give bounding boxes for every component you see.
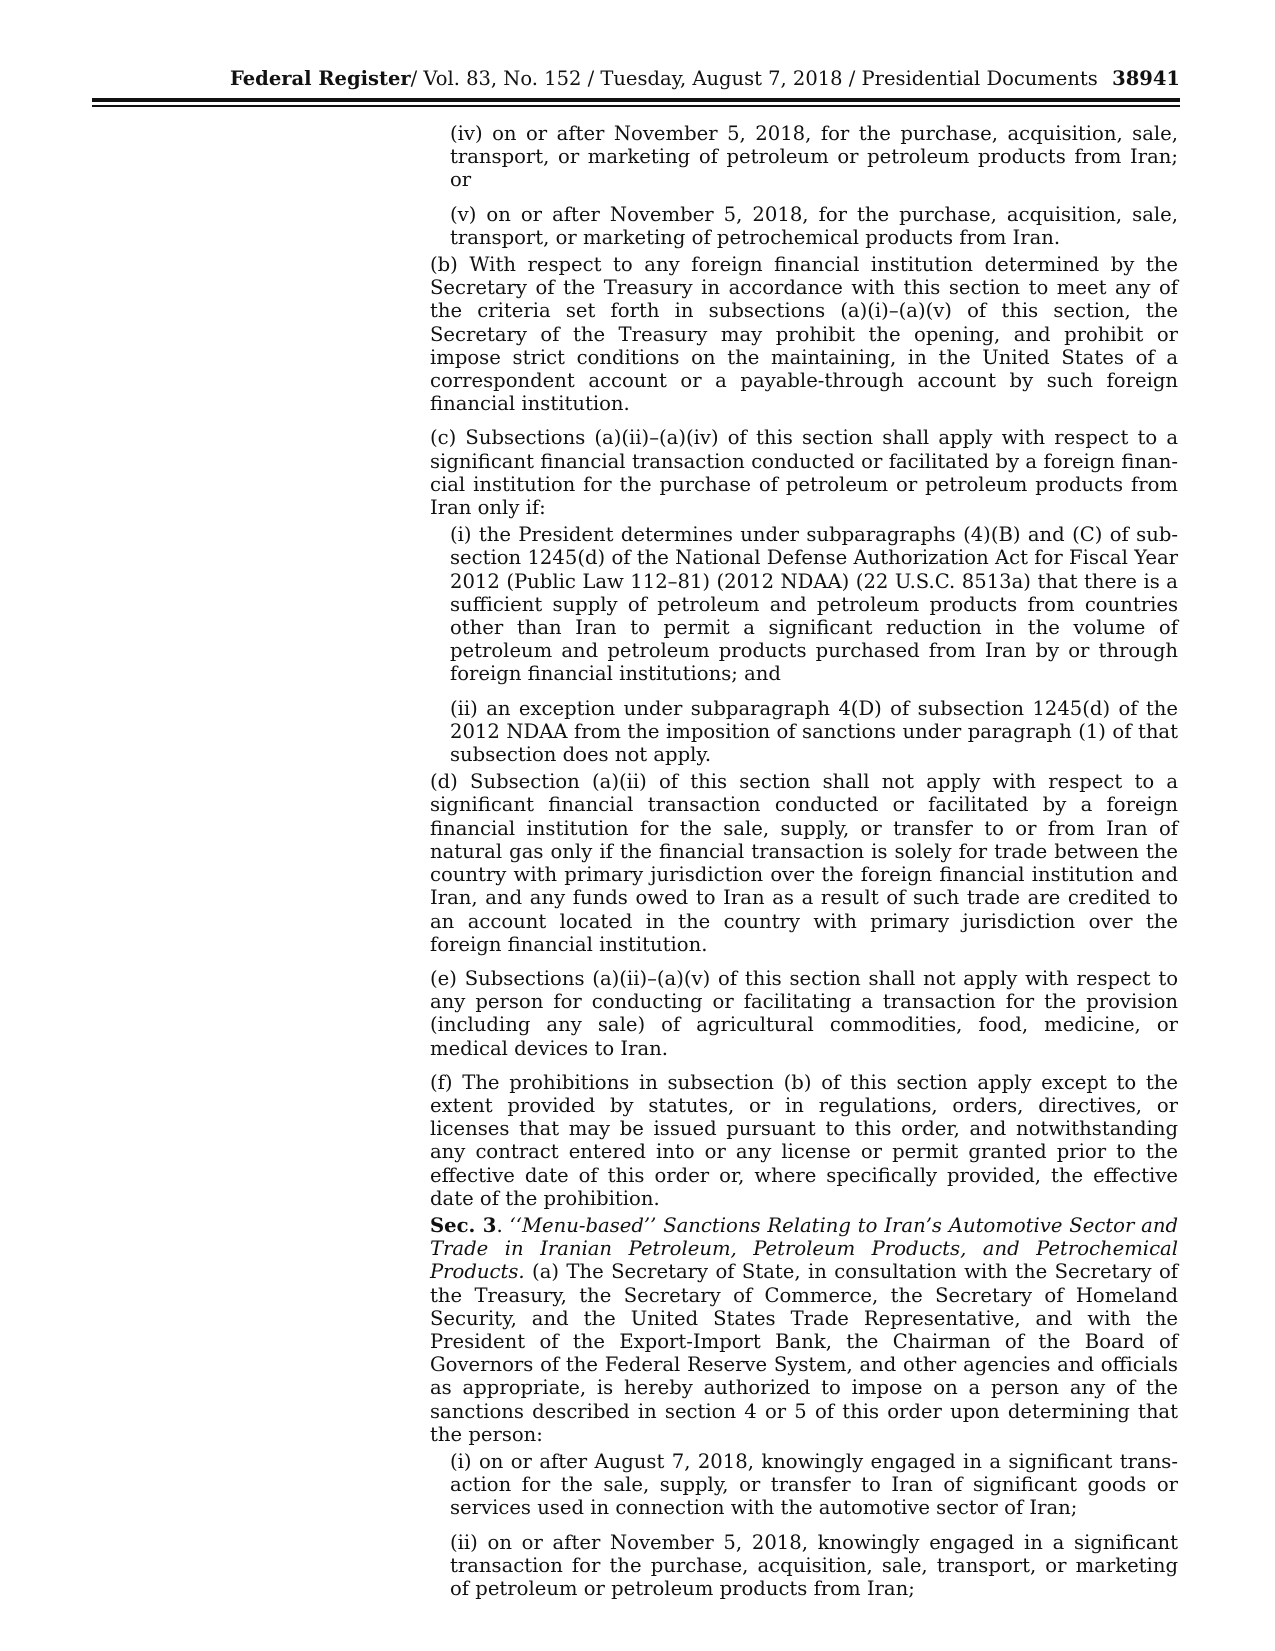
section-3-title: ‘‘Menu-based’’ Sanctions Relating to Iran’s Automotive Sector and Trade in Iranian Petroleum, Petroleum Products, and Petrochemical Products. bbox=[430, 1213, 1178, 1284]
paragraph-c-i: (i) the President determines under subparagraphs (4)(B) and (C) of subsection 1245(d) of the National Defense Authorization Act for Fiscal Year 2012 (Public Law 112–81) (2012 NDAA) (22 U.S.C. 8513a) that there is a sufficient supply of petroleum and petroleum products from countries other than Iran to permit a significant reduction in the volume of petroleum and petroleum products purchased from Iran by or through foreign financial institutions; and bbox=[450, 523, 1178, 686]
paragraph-sec3-a-i: (i) on or after August 7, 2018, knowingly engaged in a significant transaction for the sale, supply, or transfer to Iran of significant goods or services used in connection with the automotive sector of Iran; bbox=[450, 1449, 1178, 1520]
header-rule-thin bbox=[92, 105, 1180, 107]
paragraph-e: (e) Subsections (a)(ii)–(a)(v) of this section shall not apply with respect to any person for conducting or facilitating a transaction for the provision (including any sale) of agricultural commodities, food, medicine, or medical devices to Iran. bbox=[430, 966, 1178, 1060]
issue-citation: / Vol. 83, No. 152 / Tuesday, August 7, 2018 / Presidential Documents bbox=[410, 67, 1098, 90]
paragraph-a-iv: (iv) on or after November 5, 2018, for the purchase, acquisition, sale, transport, or marketing of petroleum or petroleum products from Iran; or bbox=[450, 122, 1178, 192]
section-3 bbox=[430, 1214, 1178, 1446]
paragraph-a-v: (v) on or after November 5, 2018, for the purchase, acquisition, sale, transport, or marketing of petrochemical products from Iran. bbox=[450, 202, 1178, 249]
paragraph-f: (f) The prohibitions in subsection (b) of this section apply except to the extent provided by statutes, or in regulations, orders, directives, or licenses that may be issued pursuant to this order, and notwithstanding any contract entered into or any license or permit granted prior to the effective date of this order or, where specifically provided, the effective date of the prohibition. bbox=[430, 1070, 1178, 1210]
document-body bbox=[430, 122, 1178, 1611]
header-rule-thick bbox=[92, 98, 1180, 102]
paragraph-sec3-a-ii: (ii) on or after November 5, 2018, knowingly engaged in a significant transaction for the purchase, acquisition, sale, transport, or marketing of petroleum or petroleum products from Iran; bbox=[450, 1530, 1178, 1600]
section-3-separator: . bbox=[496, 1213, 510, 1237]
header-citation-line bbox=[230, 64, 1098, 94]
journal-name: Federal Register bbox=[230, 67, 411, 90]
paragraph-c-ii: (ii) an exception under subparagraph 4(D) of subsection 1245(d) of the 2012 NDAA from the imposition of sanctions under paragraph (1) of that subsection does not apply. bbox=[450, 696, 1178, 767]
paragraph-c: (c) Subsections (a)(ii)–(a)(iv) of this section shall apply with respect to a significant financial transaction conducted or facilitated by a foreign financial institution for the purchase of petroleum or petroleum products from Iran only if: bbox=[430, 426, 1178, 520]
paragraph-b: (b) With respect to any foreign financial institution determined by the Secretary of the Treasury in accordance with this section to meet any of the criteria set forth in subsections (a)(i)–(a)(v) of this section, the Secretary of the Treasury may prohibit the opening, and prohibit or impose strict conditions on the maintaining, in the United States of a correspondent account or a payable-through account by such foreign financial institution. bbox=[430, 253, 1178, 416]
page-header bbox=[92, 64, 1180, 94]
page-number: 38941 bbox=[1112, 67, 1180, 90]
paragraph-d: (d) Subsection (a)(ii) of this section shall not apply with respect to a significant financial transaction conducted or facilitated by a foreign financial institution for the sale, supply, or transfer to or from Iran of natural gas only if the financial transaction is solely for trade between the country with primary jurisdiction over the foreign financial institution and Iran, and any funds owed to Iran as a result of such trade are credited to an account located in the country with primary jurisdiction over the foreign financial institution. bbox=[430, 770, 1178, 956]
section-3-a: (a) The Secretary of State, in consultation with the Secretary of the Treasury, the Secretary of Commerce, the Secretary of Homeland Security, and the United States Trade Representative, and with the President of the Export-Import Bank, the Chairman of the Board of Governors of the Federal Reserve System, and other agencies and officials as appropriate, is hereby authorized to impose on a person any of the sanctions described in section 4 or 5 of this order upon determining that the person: bbox=[430, 1260, 1178, 1446]
section-3-label: Sec. 3 bbox=[430, 1213, 497, 1237]
